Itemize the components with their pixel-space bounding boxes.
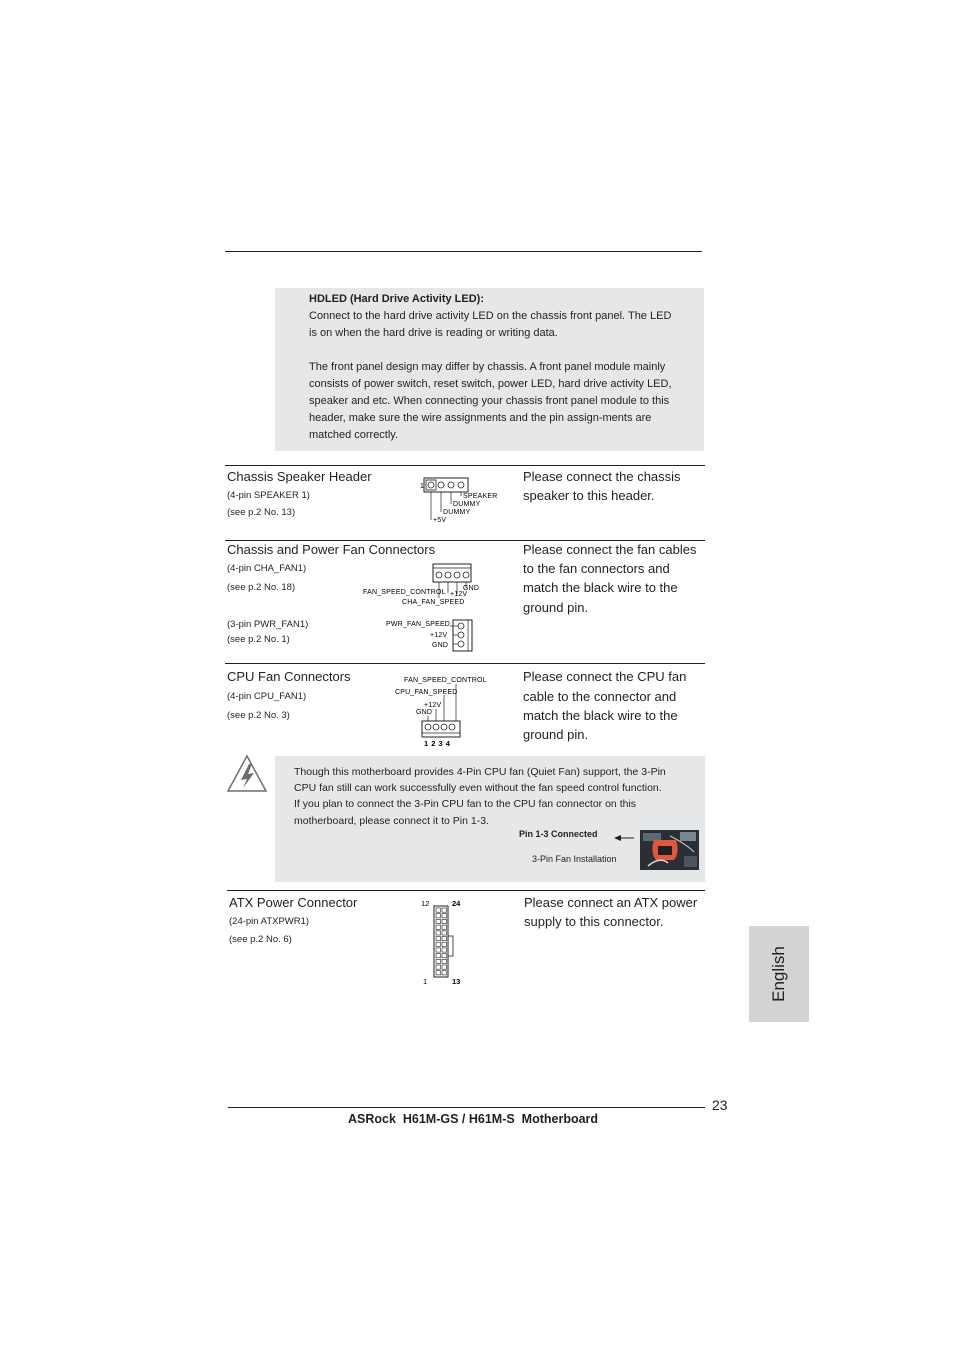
atx-label-1: 1 — [423, 977, 428, 986]
atx-pin — [436, 908, 441, 912]
atx-pin — [436, 937, 441, 941]
5v-pin-label: +5V — [433, 517, 447, 524]
atx-pin — [436, 971, 441, 975]
hdled-title: HDLED (Hard Drive Activity LED): — [309, 293, 485, 305]
atx-pin — [436, 959, 441, 963]
cpu-fan-desc-2: cable to the connector and — [523, 689, 677, 704]
front-panel-note-1: The front panel design may differ by chassis. A front panel module mainly — [309, 361, 666, 373]
speaker-header-diagram — [418, 474, 498, 526]
warning-icon — [226, 754, 268, 794]
atx-rule — [227, 890, 705, 891]
atx-pin — [436, 965, 441, 969]
speaker-header-name: Chassis Speaker Header — [227, 469, 372, 484]
dummy-pin-label-1: DUMMY — [453, 501, 481, 508]
fans-desc-4: ground pin. — [523, 600, 589, 615]
atx-pin — [442, 914, 447, 918]
atx-pin — [436, 942, 441, 946]
atx-pin — [436, 925, 441, 929]
atx-label-12: 12 — [421, 899, 430, 908]
cpu-pin-numbers: 1 2 3 4 — [424, 739, 450, 748]
language-tab — [749, 926, 809, 1022]
atx-pin — [436, 954, 441, 958]
atx-pin — [436, 931, 441, 935]
cha-gnd-label: GND — [463, 585, 480, 592]
cpu-fan-desc-4: ground pin. — [523, 727, 589, 742]
atx-pin — [442, 908, 447, 912]
language-tab-label: English — [769, 946, 788, 1002]
atx-pin — [442, 942, 447, 946]
warning-line-2: CPU fan still can work successfully even without the fan speed control function. — [294, 782, 662, 794]
atx-pin-count: (24-pin ATXPWR1) — [229, 916, 310, 927]
atx-pin — [442, 948, 447, 952]
cpu-12v-label: +12V — [424, 702, 442, 709]
pin1-label: 1 — [420, 483, 425, 490]
speaker-pin-count: (4-pin SPEAKER 1) — [227, 490, 310, 501]
cha-fan-diagram — [360, 562, 490, 608]
pwr-12v-label: +12V — [430, 632, 448, 639]
atx-desc-2: supply to this connector. — [524, 914, 664, 929]
pwr-fan-page-ref: (see p.2 No. 1) — [227, 634, 290, 645]
dummy-pin-label-2: DUMMY — [443, 509, 471, 516]
cpu-fan-header-name: CPU Fan Connectors — [227, 669, 351, 684]
atx-pin — [442, 965, 447, 969]
atx-label-24: 24 — [452, 899, 461, 908]
front-panel-note-5: matched correctly. — [309, 429, 399, 441]
speaker-pin-label: SPEAKER — [463, 493, 498, 500]
footer-title: ASRock H61M-GS / H61M-S Motherboard — [348, 1112, 599, 1126]
speaker-desc-2: speaker to this header. — [523, 488, 655, 503]
pwr-gnd-label: GND — [432, 642, 449, 649]
pwr-fan-diagram — [384, 618, 480, 654]
cpu-fan-desc-3: match the black wire to the — [523, 708, 678, 723]
arrow-left-icon — [613, 830, 635, 840]
cpu-fan-desc-1: Please connect the CPU fan — [523, 669, 687, 684]
atx-pin — [442, 931, 447, 935]
atx-pin — [442, 971, 447, 975]
atx-pin — [442, 919, 447, 923]
speaker-page-ref: (see p.2 No. 13) — [227, 507, 296, 518]
cpu-fan-pin-count: (4-pin CPU_FAN1) — [227, 691, 307, 702]
cpu-speed-label: CPU_FAN_SPEED — [395, 689, 458, 696]
cha-12v-label: +12V — [450, 591, 468, 598]
cpu-fan-page-ref: (see p.2 No. 3) — [227, 710, 290, 721]
atx-connector-diagram — [418, 898, 468, 988]
pwr-speed-label: PWR_FAN_SPEED — [386, 621, 451, 628]
fan-install-caption: 3-Pin Fan Installation — [532, 854, 617, 864]
front-panel-note-3: speaker and etc. When connecting your chassis front panel module to this — [309, 395, 670, 407]
front-panel-note-4: header, make sure the wire assignments and the pin assign-ments are — [309, 412, 652, 424]
cha-speed-label: CHA_FAN_SPEED — [402, 599, 465, 606]
warning-line-4: motherboard, please connect it to Pin 1-3. — [294, 815, 489, 827]
atx-page-ref: (see p.2 No. 6) — [229, 934, 292, 945]
pin-connected-label: Pin 1-3 Connected — [519, 829, 598, 839]
cha-fan-pin-count: (4-pin CHA_FAN1) — [227, 563, 307, 574]
cpu-fan-diagram — [392, 673, 492, 749]
top-rule — [225, 251, 702, 252]
speaker-rule — [225, 465, 705, 466]
cha-control-label: FAN_SPEED_CONTROL — [363, 589, 446, 596]
atx-label-13: 13 — [452, 977, 461, 986]
speaker-desc-1: Please connect the chassis — [523, 469, 681, 484]
atx-pin — [442, 954, 447, 958]
cpu-gnd-label: GND — [416, 709, 433, 716]
atx-pin — [436, 914, 441, 918]
atx-header-name: ATX Power Connector — [229, 895, 358, 910]
warning-line-3: If you plan to connect the 3-Pin CPU fan to the CPU fan connector on this — [294, 798, 637, 810]
fans-desc-1: Please connect the fan cables — [523, 542, 697, 557]
footer-rule — [228, 1107, 705, 1108]
fans-header-name: Chassis and Power Fan Connectors — [227, 542, 436, 557]
atx-pin — [442, 959, 447, 963]
fan-installation-photo — [640, 830, 699, 870]
atx-pin — [436, 948, 441, 952]
atx-desc-1: Please connect an ATX power — [524, 895, 698, 910]
cpu-control-label: FAN_SPEED_CONTROL — [404, 677, 487, 684]
atx-pin — [442, 925, 447, 929]
page-number: 23 — [712, 1097, 728, 1113]
cpu-fan-rule — [225, 663, 705, 664]
cpu-fan-warning-box — [275, 756, 705, 882]
fans-desc-2: to the fan connectors and — [523, 561, 670, 576]
hdled-note-box — [275, 288, 704, 451]
pwr-fan-pin-count: (3-pin PWR_FAN1) — [227, 619, 309, 630]
hdled-line-1: Connect to the hard drive activity LED on the chassis front panel. The LED — [309, 310, 672, 322]
cha-fan-page-ref: (see p.2 No. 18) — [227, 582, 296, 593]
fans-desc-3: match the black wire to the — [523, 580, 678, 595]
front-panel-note-2: consists of power switch, reset switch, power LED, hard drive activity LED, — [309, 378, 672, 390]
hdled-line-2: is on when the hard drive is reading or writing data. — [309, 327, 558, 339]
atx-pin — [436, 919, 441, 923]
atx-pin — [442, 937, 447, 941]
warning-line-1: Though this motherboard provides 4-Pin CPU fan (Quiet Fan) support, the 3-Pin — [294, 766, 666, 778]
